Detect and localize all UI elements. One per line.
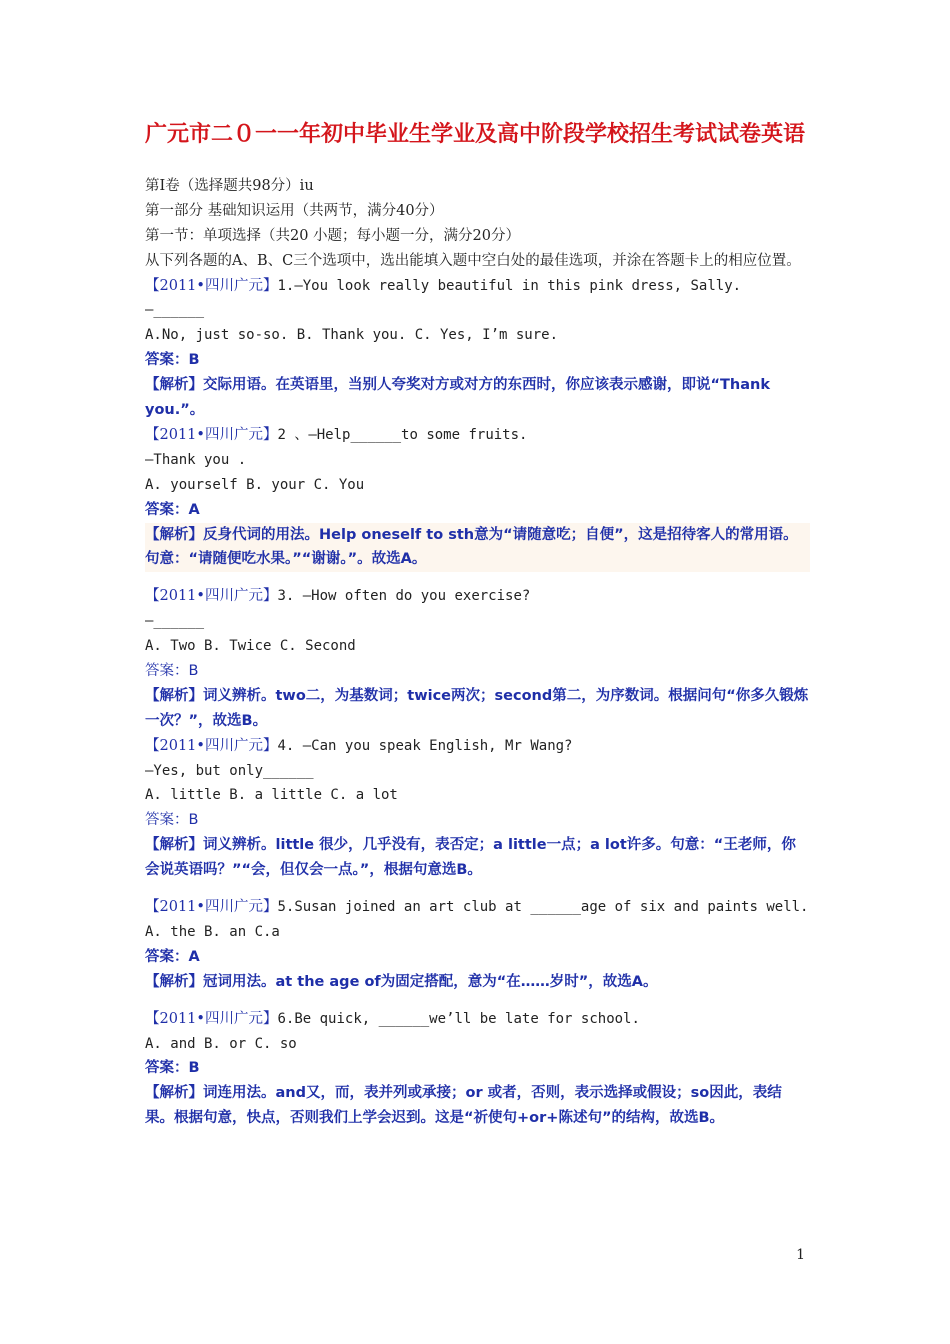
question-6-stem <box>145 1007 810 1032</box>
question-6-options: A. and B. or C. so <box>145 1035 297 1052</box>
question-text: 2 、—Help______to some fruits. <box>277 426 528 443</box>
question-4-reply: —Yes, but only______ <box>145 762 314 779</box>
question-4-options: A. little B. a little C. a lot <box>145 787 398 804</box>
source-tag: 【2011•四川广元】 <box>145 426 278 443</box>
section-one-heading: 第一节：单项选择（共20 小题；每小题一分，满分20分） <box>145 227 521 244</box>
question-6-explanation: 【解析】词连用法。and又，而，表并列或承接；or 或者，否则，表示选择或假设；so因此，表结果。根据句意，快点，否则我们上学会迟到。这是“祈使句+or+陈述句”的结构，故选B。 <box>145 1085 782 1127</box>
question-3-answer: 答案：B <box>145 663 199 679</box>
source-tag: 【2011•四川广元】 <box>145 1010 278 1027</box>
question-2-options: A. yourself B. your C. You <box>145 476 365 493</box>
question-text: 6.Be quick, ______we’ll be late for school. <box>277 1010 640 1027</box>
question-text: 5.Susan joined an art club at ______age of six and paints well. <box>277 899 809 916</box>
page-number: 1 <box>796 1247 805 1263</box>
question-5-answer: 答案：A <box>145 948 200 965</box>
question-1-answer: 答案：B <box>145 352 200 369</box>
question-text: 4. —Can you speak English, Mr Wang? <box>277 737 573 754</box>
question-1-reply: —______ <box>145 302 205 319</box>
question-4-explanation: 【解析】词义辨析。little 很少，几乎没有，表否定；a little一点；a lot许多。句意：“王老师，你会说英语吗？”“会，但仅会一点。”，根据句意选B。 <box>145 837 796 879</box>
question-5-stem <box>145 895 810 920</box>
question-2-reply: —Thank you . <box>145 451 247 468</box>
document-body <box>145 174 810 1131</box>
source-tag: 【2011•四川广元】 <box>145 899 278 916</box>
source-tag: 【2011•四川广元】 <box>145 277 278 294</box>
question-5-options: A. the B. an C.a <box>145 923 280 940</box>
page-title: 广元市二０一一年初中毕业生学业及高中阶段学校招生考试试卷英语 <box>144 122 805 147</box>
question-1-options: A.No, just so-so. B. Thank you. C. Yes, I’m sure. <box>145 327 559 344</box>
question-3-reply: —______ <box>145 613 205 630</box>
source-tag: 【2011•四川广元】 <box>145 737 278 754</box>
question-text: 3. —How often do you exercise? <box>277 588 531 605</box>
question-1-stem <box>145 274 810 299</box>
question-text: 1.—You look really beautiful in this pink dress, Sally. <box>277 277 742 294</box>
question-3-stem <box>145 584 810 609</box>
spacer <box>145 995 810 1007</box>
question-4-stem <box>145 734 810 759</box>
question-2-explanation: 【解析】反身代词的用法。Help oneself to sth意为“请随意吃；自便”，这是招待客人的常用语。句意：“请随便吃水果。”“谢谢。”。故选A。 <box>145 523 810 573</box>
spacer <box>145 883 810 895</box>
question-5-explanation: 【解析】冠词用法。at the age of为固定搭配，意为“在……岁时”，故选A。 <box>145 973 658 990</box>
question-4-answer: 答案：B <box>145 812 199 829</box>
part-one-heading: 第一部分 基础知识运用（共两节，满分40分） <box>145 202 444 219</box>
question-6-answer: 答案：B <box>145 1060 200 1077</box>
instructions: 从下列各题的A、B、C三个选项中，选出能填入题中空白处的最佳选项，并涂在答题卡上的相应位置。 <box>145 252 801 269</box>
question-2-stem <box>145 423 810 448</box>
source-tag: 【2011•四川广元】 <box>145 588 278 605</box>
question-1-explanation: 【解析】交际用语。在英语里，当别人夸奖对方或对方的东西时，你应该表示感谢，即说“Thank you.”。 <box>145 377 770 419</box>
question-2-answer: 答案：A <box>145 501 200 518</box>
part-i-heading: 第Ⅰ卷（选择题共98分）iu <box>145 178 314 194</box>
question-3-options: A. Two B. Twice C. Second <box>145 638 356 655</box>
question-3-explanation: 【解析】词义辨析。two二，为基数词；twice两次；second第二，为序数词。根据问句“你多久锻炼一次？”，故选B。 <box>145 687 809 729</box>
spacer <box>145 572 810 584</box>
